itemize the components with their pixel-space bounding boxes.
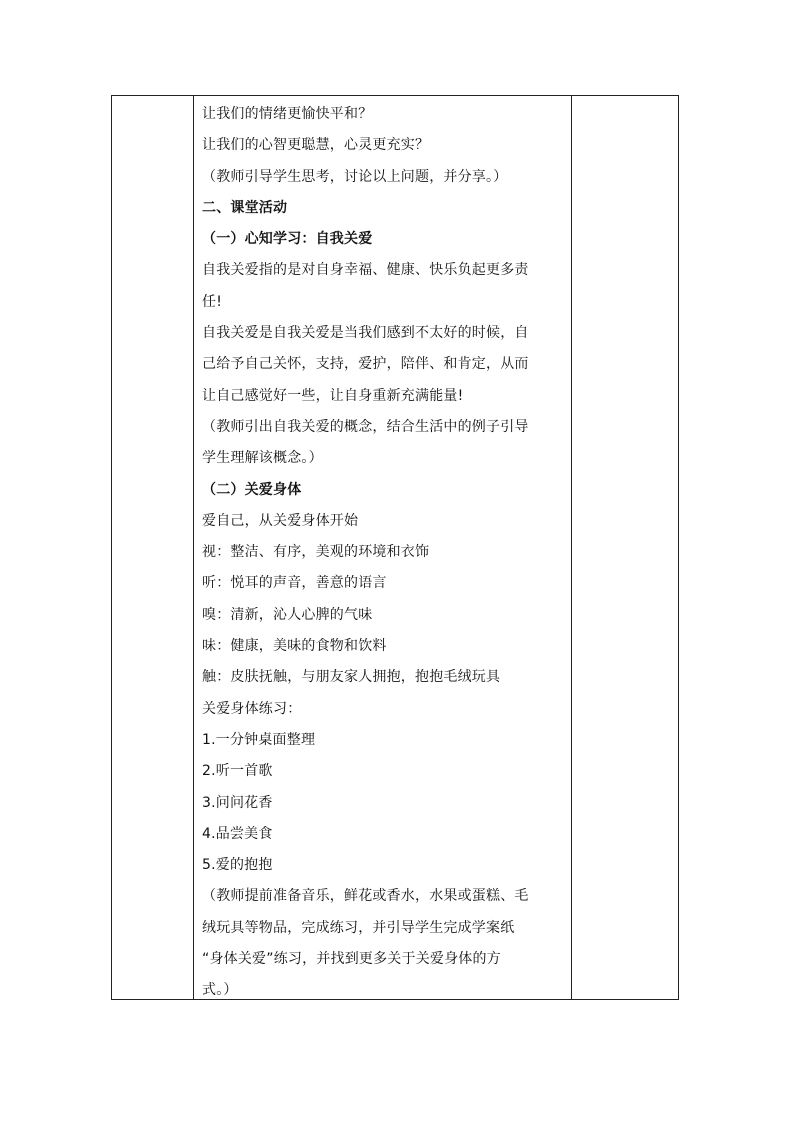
text-line: 爱自己，从关爱身体开始 — [202, 512, 359, 529]
text-line: 己给予自己关怀，支持，爱护，陪伴、和肯定，从而 — [202, 356, 529, 373]
text-line: 味：健康，美味的食物和饮料 — [202, 638, 387, 655]
text-line: 触：皮肤抚触，与朋友家人拥抱，抱抱毛绒玩具 — [202, 669, 501, 686]
text-line: 3.问问花香 — [202, 794, 273, 811]
text-line: “身体关爱”练习，并找到更多关于关爱身体的方 — [202, 951, 501, 968]
text-line: （教师提前准备音乐，鲜花或香水，水果或蛋糕、毛 — [202, 888, 529, 905]
text-line: （教师引出自我关爱的概念，结合生活中的例子引导 — [202, 418, 529, 435]
text-line: 2.听一首歌 — [202, 763, 273, 780]
main-content-cell — [202, 96, 567, 1007]
text-line: 4.品尝美食 — [202, 825, 273, 842]
text-line: 嗅：清新，沁人心脾的气味 — [202, 606, 373, 623]
text-line: （教师引导学生思考，讨论以上问题，并分享。） — [202, 168, 508, 185]
text-line: 任! — [202, 293, 223, 310]
text-line: 绒玩具等物品，完成练习，并引导学生完成学案纸 — [202, 919, 515, 936]
left-column-cell — [112, 96, 193, 999]
text-line: 式。） — [202, 982, 238, 999]
text-line: 关爱身体练习： — [202, 700, 302, 717]
text-line: 让我们的情绪更愉快平和？ — [202, 106, 373, 122]
text-line: 自我关爱指的是对自身幸福、健康、快乐负起更多责 — [202, 262, 529, 279]
text-line: 让我们的心智更聪慧，心灵更充实？ — [202, 137, 430, 154]
text-line: 5.爱的抱抱 — [202, 857, 273, 874]
text-line: 学生理解该概念。） — [202, 450, 323, 467]
text-line: 视：整洁、有序，美观的环境和衣饰 — [202, 544, 430, 561]
section-heading: 二、课堂活动 — [202, 199, 288, 216]
text-line: 让自己感觉好一些，让自身重新充满能量! — [202, 387, 464, 404]
right-column-cell — [572, 96, 678, 999]
text-line: 1.一分钟桌面整理 — [202, 731, 316, 748]
text-line: 自我关爱是自我关爱是当我们感到不太好的时候，自 — [202, 325, 529, 342]
section-heading: （一）心知学习：自我关爱 — [202, 231, 373, 248]
lesson-table — [111, 95, 679, 1000]
column-divider — [193, 96, 194, 999]
text-line: 听：悦耳的声音，善意的语言 — [202, 575, 387, 592]
section-heading: （二）关爱身体 — [202, 481, 302, 498]
